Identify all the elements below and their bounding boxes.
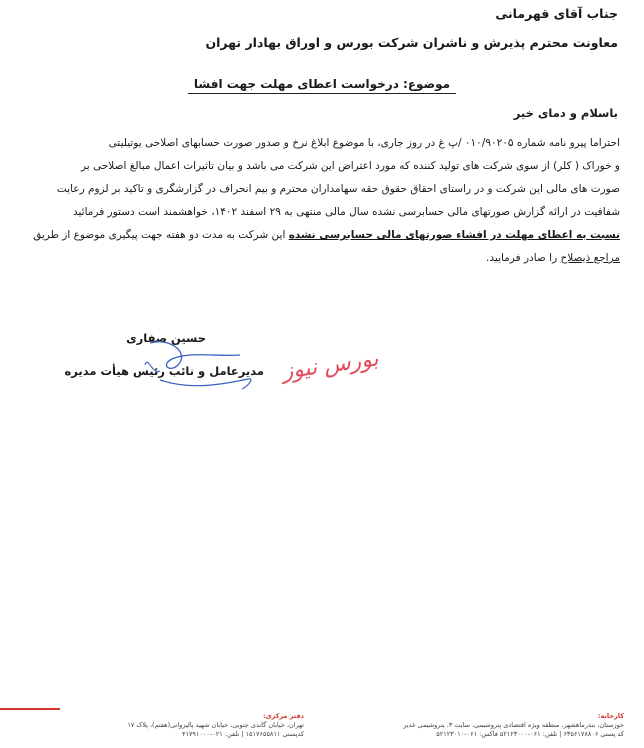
greeting: باسلام و دمای خیر: [513, 106, 618, 120]
footer-office-heading: دفتر مرکزی:: [263, 712, 304, 720]
recipient-name: جناب آقای قهرمانی: [495, 6, 618, 21]
footer-divider: [0, 708, 60, 710]
body-line-rest: این شرکت به مدت دو هفته جهت پیگیری موضوع از طریق: [33, 229, 289, 241]
watermark-logo: بورس نیوز: [280, 346, 380, 385]
footer-office-line: تهران، خیابان گاندی جنوبی، خیابان شهید پالیزوانی(هفتم)، پلاک ۱۷: [127, 721, 304, 729]
body-line: احتراما پیرو نامه شماره ۰۱۰/۹۰۲۰۵ /پ غ در روز جاری، با موضوع ابلاغ نرخ و صدور صورت حسابهای اصلاحی یوتیلیتی: [108, 137, 620, 149]
footer-office-address: [127, 712, 304, 739]
handwritten-signature: [130, 335, 270, 405]
subject-text: موضوع: درخواست اعطای مهلت جهت افشا: [188, 77, 456, 94]
footer-office-line: کدپستی ۱۵۱۷۶۵۵۸۱۱ | تلفن: ۰۲۱-۴۱۷۹۱۰۰۰: [181, 730, 304, 738]
footer-factory-line: کد پستی ۶۳۵۶۱۷۸۸۰۶ | تلفن: ۰۶۱-۵۲۱۲۳۰۰۰ فاکس: ۰۶۱-۵۲۱۲۳۰۱۰: [436, 730, 624, 738]
body-line-rest: را صادر فرمایید.: [486, 252, 561, 264]
body-line: صورت های مالی این شرکت و در راستای احقاق حقوق حقه سهامداران محترم و بیم انحراف در گزارشگری و تاکید بر لزوم رعایت: [56, 183, 620, 195]
body-line: [24, 224, 620, 247]
body-emphasis: نسبت به اعطای مهلت در افشاء صورتهای مالی حسابرسی نشده: [288, 229, 620, 241]
signatory-name: حسین صفاری: [126, 331, 206, 345]
body-underlined: مراجع ذیصلاح: [560, 252, 620, 264]
footer-factory-heading: کارخانه:: [597, 712, 624, 720]
recipient-department: معاونت محترم پذیرش و ناشران شرکت بورس و اوراق بهادار تهران: [205, 35, 618, 50]
body-line: شفافیت در ارائه گزارش صورتهای مالی حسابرسی نشده سال مالی منتهی به ۲۹ اسفند ۱۴۰۲، خواهشمند است دستور فرمائید: [72, 206, 620, 218]
letter-body: [24, 132, 620, 270]
letter-subject: [0, 77, 644, 91]
signatory-title: مدیرعامل و نائب رئیس هیأت مدیره: [64, 364, 264, 378]
footer-factory-line: خوزستان، بندرماهشهر، منطقه ویژه اقتصادی پتروشیمی، سایت ۳، پتروشیمی غدیر: [403, 721, 624, 729]
footer-factory-address: [403, 712, 624, 739]
body-line: و خوراک ( کلر) از سوی شرکت های تولید کننده که مورد اعتراض این شرکت می باشد و بیان تاثیرات اعمال مبالغ اصلاحی بر: [81, 160, 620, 172]
body-line: [24, 247, 620, 270]
